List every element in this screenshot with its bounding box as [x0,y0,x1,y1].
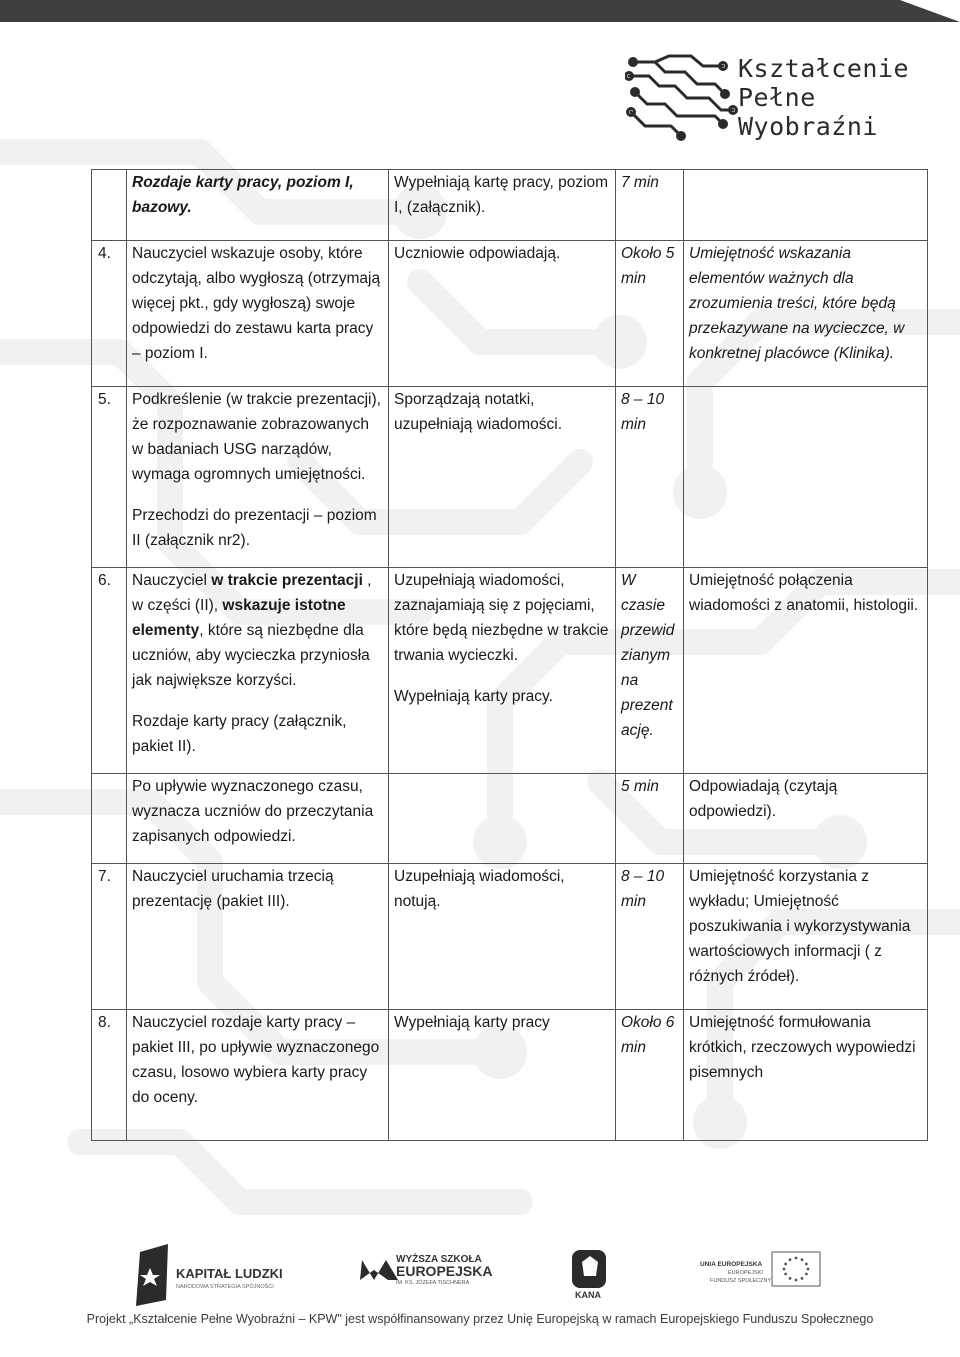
cell-paragraph [689,241,923,366]
paragraph-gap [394,668,611,684]
cell-paragraph [132,170,384,220]
text-run: wskazuje istotne elementy [132,597,346,639]
paragraph-gap [132,693,384,709]
text-run: Odpowiadają (czytają odpowiedzi). [689,778,838,820]
wse-logo [360,1252,492,1286]
text-run: Nauczyciel rozdaje karty pracy – pakiet III, po upływie wyznaczonego czasu, losowo wybiera karty pracy do oceny. [132,1014,380,1106]
text-run: Sporządzają notatki, uzupełniają wiadomości. [394,391,563,433]
text-run: Uzupełniają wiadomości, notują. [394,868,565,910]
cell-paragraph [621,241,679,291]
time-cell [616,1010,684,1141]
teacher-activity-cell [127,864,389,1010]
cell-paragraph [621,387,679,437]
text-run: Umiejętność wskazania elementów ważnych dla zrozumienia treści, które będą przekazywane na wycieczce, w konkretnej placówce (Klinika). [689,245,905,362]
table-row [92,1010,928,1141]
student-activity-cell [389,241,616,387]
table-row [92,170,928,241]
text-run: Przechodzi do prezentacji – poziom II (załącznik nr2). [132,507,377,549]
text-run: Uczniowie odpowiadają. [394,245,561,262]
cell-paragraph [689,568,923,618]
teacher-activity-cell [127,1010,389,1141]
teacher-activity-cell [127,387,389,568]
table-row [92,864,928,1010]
cell-paragraph [621,774,679,799]
text-run: Po upływie wyznaczonego czasu, wyznacza uczniów do przeczytania zapisanych odpowiedzi. [132,778,374,845]
cell-paragraph [689,774,923,824]
text-run: Około 6 min [621,1014,675,1056]
cell-paragraph [132,568,384,693]
text-run: Podkreślenie (w trakcie prezentacji), że rozpoznawanie zobrazowanych w badaniach USG narządów, wymaga ogromnych umiejętności. [132,391,381,483]
row-number-cell [92,170,127,241]
student-activity-cell [389,864,616,1010]
cell-paragraph [132,709,384,759]
kapital-ludzki-subtitle: NARODOWA STRATEGIA SPÓJNOŚCI [176,1284,274,1290]
text-run: , w części (II), [132,572,372,614]
text-run: , które są niezbędne dla uczniów, aby wycieczka przyniosła jak największe korzyści. [132,622,370,689]
eu-line-2: EUROPEJSKI [728,1270,763,1276]
time-cell [616,241,684,387]
outcome-cell [684,568,928,774]
cell-paragraph [132,1010,384,1110]
kapital-ludzki-title: KAPITAŁ LUDZKI [176,1266,283,1281]
time-cell [616,387,684,568]
cell-paragraph [132,774,384,849]
text-run: W czasie przewid zianym na prezent ację. [621,572,675,739]
time-cell [616,170,684,241]
cell-paragraph [132,864,384,914]
text-run: Rozdaje karty pracy (załącznik, pakiet II). [132,713,347,755]
teacher-activity-cell [127,241,389,387]
text-run: Wypełniają karty pracy [394,1014,550,1031]
time-cell [616,568,684,774]
outcome-cell [684,774,928,864]
row-number-cell: 8. [92,1010,127,1141]
text-run: 5 min [621,778,659,795]
time-cell [616,774,684,864]
wse-line-3: IM. KS. JÓZEFA TISCHNERA [396,1280,470,1286]
logo-line-3: Wyobraźni [738,112,878,141]
cell-paragraph [689,1010,923,1085]
wse-line-2: EUROPEJSKA [396,1263,493,1279]
footer-funding-note: Projekt „Kształcenie Pełne Wyobraźni – KPW" jest współfinansowany przez Unię Europejską w ramach Europejskiego Funduszu Społecznego [86,1312,874,1326]
cell-paragraph [394,864,611,914]
cell-paragraph [394,1010,611,1035]
kapital-ludzki-logo [136,1244,283,1306]
text-run: Około 5 min [621,245,675,287]
text-run: w trakcie prezentacji [211,572,363,589]
row-number-cell: 4. [92,241,127,387]
text-run: Uzupełniają wiadomości, zaznajamiają się z pojęciami, które będą niezbędne w trakcie trwania wycieczki. [394,572,609,664]
cell-paragraph [132,387,384,487]
text-run: Nauczyciel wskazuje osoby, które odczytają, albo wygłoszą (otrzymają więcej pkt., gdy wygłoszą) swoje odpowiedzi do zestawu karta pracy – poziom I. [132,245,381,362]
outcome-cell [684,864,928,1010]
top-bar [0,0,960,22]
text-run: Wypełniają karty pracy. [394,688,553,705]
table-row [92,387,928,568]
row-number-cell: 5. [92,387,127,568]
student-activity-cell [389,568,616,774]
cell-paragraph [621,170,679,195]
outcome-cell [684,170,928,241]
cell-paragraph [394,170,611,220]
wse-line-1: WYŻSZA SZKOŁA [396,1254,482,1265]
student-activity-cell [389,387,616,568]
text-run: Umiejętność korzystania z wykładu; Umiejętność poszukiwania i wykorzystywania wartościowych informacji ( z różnych źródeł). [689,868,911,985]
text-run: Nauczyciel uruchamia trzecią prezentację (pakiet III). [132,868,334,910]
cell-paragraph [621,1010,679,1060]
eu-logo [700,1252,820,1286]
text-run: Umiejętność połączenia wiadomości z anatomii, histologii. [689,572,919,614]
text-run: 7 min [621,174,659,191]
paragraph-gap [132,487,384,503]
cell-paragraph [621,568,679,743]
table-row [92,774,928,864]
teacher-activity-cell [127,170,389,241]
row-number-cell: 7. [92,864,127,1010]
cell-paragraph [394,568,611,668]
logo-line-2: Pełne [738,83,816,112]
teacher-activity-cell [127,568,389,774]
table-row [92,568,928,774]
teacher-activity-cell [127,774,389,864]
cell-paragraph [621,864,679,914]
student-activity-cell [389,774,616,864]
top-bar-notch [900,0,960,22]
outcome-cell [684,387,928,568]
cell-paragraph [132,241,384,366]
cell-paragraph [689,864,923,989]
cell-paragraph [394,387,611,437]
text-run: Umiejętność formułowania krótkich, rzeczowych wypowiedzi pisemnych [689,1014,916,1081]
wse-emblem-icon [360,1260,398,1280]
table-row [92,241,928,387]
text-run: Wypełniają kartę pracy, poziom I, (załącznik). [394,174,609,216]
text-run: 8 – 10 min [621,868,665,910]
text-run: Rozdaje karty pracy, poziom I, bazowy. [132,174,354,216]
logo-line-1: Kształcenie [738,54,910,83]
cell-paragraph [394,684,611,709]
lesson-plan-body [92,170,928,1141]
text-run: 8 – 10 min [621,391,665,433]
footer-logos [0,1240,960,1310]
row-number-cell [92,774,127,864]
outcome-cell [684,1010,928,1141]
eu-line-1: UNIA EUROPEJSKA [700,1261,763,1268]
kpw-logo-text [738,54,909,141]
cell-paragraph [132,503,384,553]
kana-label: KANA [575,1290,601,1300]
text-run: Nauczyciel [132,572,212,589]
time-cell [616,864,684,1010]
outcome-cell [684,241,928,387]
eu-line-3: FUNDUSZ SPOŁECZNY [710,1278,772,1284]
cell-paragraph [394,241,611,266]
row-number-cell: 6. [92,568,127,774]
kana-logo [572,1250,606,1300]
student-activity-cell [389,170,616,241]
lesson-plan-table [91,169,928,1141]
student-activity-cell [389,1010,616,1141]
